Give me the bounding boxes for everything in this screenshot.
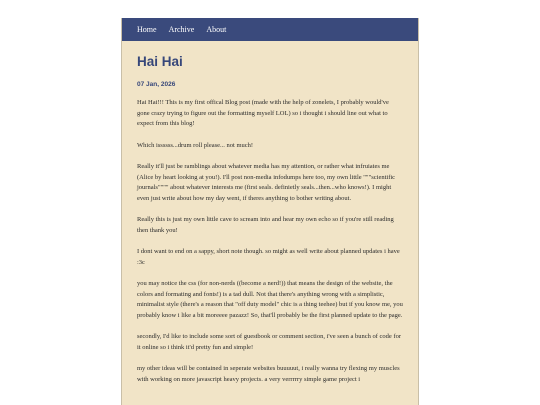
nav-about-link[interactable]: About — [206, 25, 227, 34]
post-paragraph: secondly, I'd like to include some sort of guestbook or comment section, i've seen a bunch of code for it online so i think it'd pretty fun and simple! — [137, 333, 402, 351]
post-paragraph: Really it'll just be ramblings about whatever media has my attention, or rather what infruiates me (Alice by heart looking at you!). I'll post non-media infodumps here too, my own little """scientific journals"""" about whatever interests me (first seals. definietly seals...then...who knows!). I might even just write about how my day went, if theres anything to bother writing about. — [137, 162, 396, 202]
post-title: Hai Hai — [137, 54, 183, 69]
post-paragraph: my other ideas will be contained in seperate websites buuuuut, i really wanna try flexing my muscles with working on more javascript heavy projects. a very verrrrry simple game project i — [137, 365, 400, 383]
page-frame — [121, 18, 419, 405]
post-paragraph: I dont want to end on a sappy, short note though. so might as well write about planned updates i have :3c — [137, 248, 400, 266]
top-navigation — [122, 18, 418, 41]
post-paragraph: Really this is just my own little cave to scream into and hear my own echo so if you're still reading then thank you! — [137, 216, 394, 234]
post-content — [122, 53, 418, 386]
post-paragraph: you may notice the css (for non-nerds ((become a nerd!)) that means the design of the website, the colors and formating and fonts!) is a tad dull. Not that there's anything wrong with a simplistic, minimalist style (there's a reason that "off duty model" chic is a thing teehee) but if you know me, you probably know i like a bit moreeee pazazz! So, that'll probably be the first planned update to the page. — [137, 279, 403, 320]
post-date: 07 Jan, 2026 — [137, 81, 176, 88]
post-body — [137, 98, 403, 386]
post-paragraph: Which issssss...drum roll please... not much! — [137, 141, 254, 149]
nav-home-link[interactable]: Home — [137, 25, 157, 34]
post-paragraph: Hai Hai!!! This is my first offical Blog post (made with the help of zonelets, I probably would've gone crazy trying to figure out the formatting myself LOL) so i thought i should line out what to expect from this blog! — [137, 99, 389, 128]
nav-archive-link[interactable]: Archive — [168, 25, 195, 34]
